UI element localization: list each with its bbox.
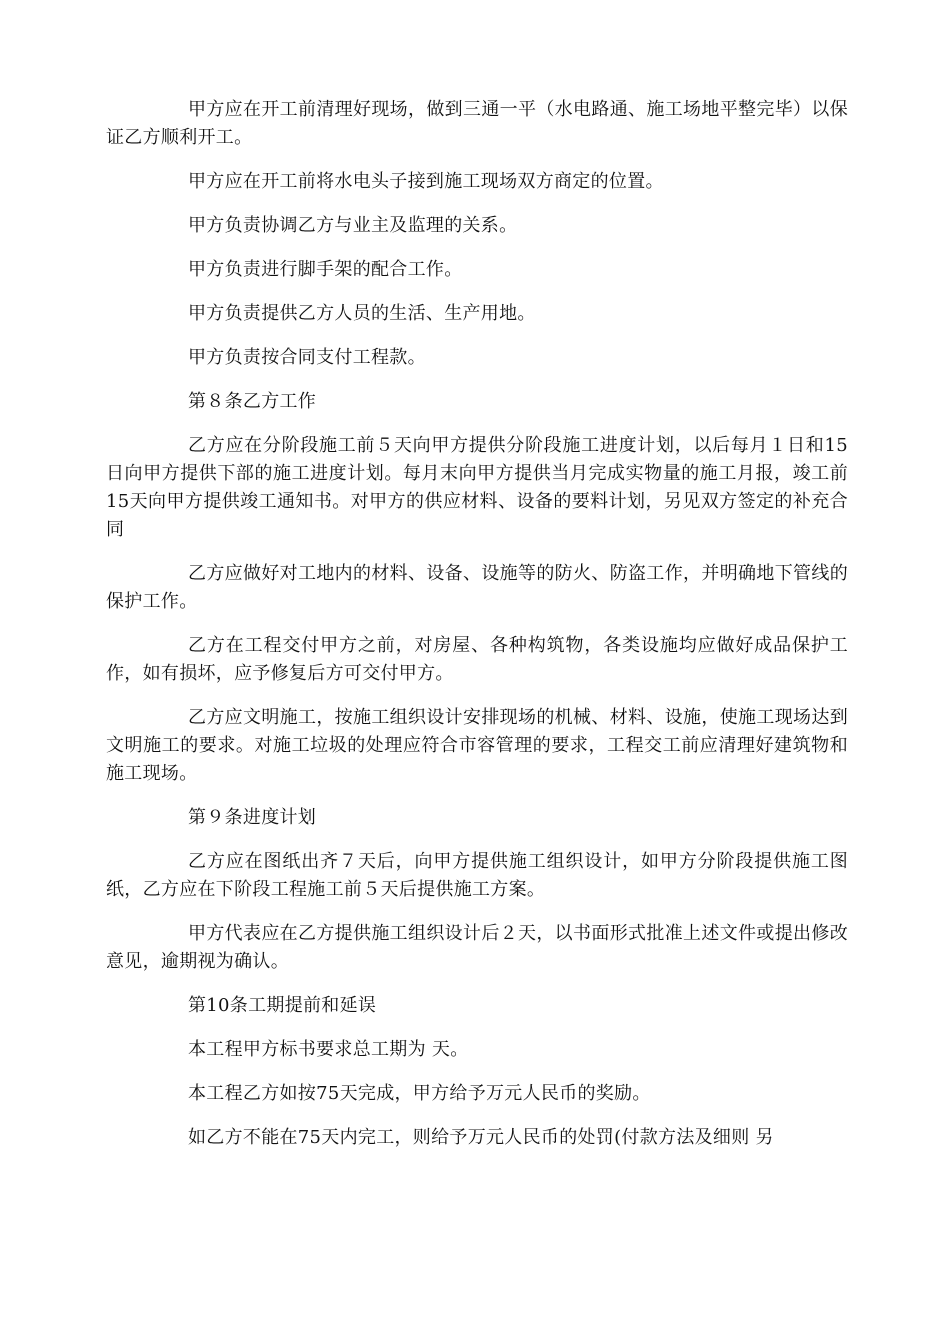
- paragraph: 本工程乙方如按75天完成，甲方给予万元人民币的奖励。: [188, 1083, 651, 1104]
- paragraph: 乙方应文明施工，按施工组织设计安排现场的机械、材料、设施，使施工现场达到文明施工的要求。对施工垃圾的处理应符合市容管理的要求，工程交工前应清理好建筑物和施工现场。: [106, 707, 848, 784]
- paragraph: 甲方代表应在乙方提供施工组织设计后２天，以书面形式批准上述文件或提出修改意见，逾期视为确认。: [106, 923, 848, 972]
- section-heading: 第９条进度计划: [188, 807, 317, 828]
- paragraph: 乙方在工程交付甲方之前，对房屋、各种构筑物，各类设施均应做好成品保护工作，如有损坏，应予修复后方可交付甲方。: [106, 635, 848, 684]
- paragraph: 乙方应在图纸出齐７天后，向甲方提供施工组织设计，如甲方分阶段提供施工图纸，乙方应在下阶段工程施工前５天后提供施工方案。: [106, 851, 848, 900]
- paragraph: 甲方负责进行脚手架的配合工作。: [188, 259, 463, 280]
- paragraph: 乙方应在分阶段施工前５天向甲方提供分阶段施工进度计划，以后每月１日和15日向甲方提供下部的施工进度计划。每月末向甲方提供当月完成实物量的施工月报，竣工前15天向甲方提供竣工通知书。对甲方的供应材料、设备的要料计划，另见双方签定的补充合同: [106, 435, 848, 540]
- section-heading: 第８条乙方工作: [188, 391, 317, 412]
- paragraph: 甲方应在开工前将水电头子接到施工现场双方商定的位置。: [188, 171, 664, 192]
- section-heading: 第10条工期提前和延误: [188, 995, 377, 1016]
- paragraph: 甲方负责按合同支付工程款。: [188, 347, 426, 368]
- paragraph: 乙方应做好对工地内的材料、设备、设施等的防火、防盗工作，并明确地下管线的保护工作。: [106, 563, 848, 612]
- paragraph: 甲方负责协调乙方与业主及监理的关系。: [188, 215, 518, 236]
- paragraph: 如乙方不能在75天内完工，则给予万元人民币的处罚(付款方法及细则 另: [188, 1127, 774, 1148]
- paragraph: 本工程甲方标书要求总工期为 天。: [188, 1039, 469, 1060]
- paragraph: 甲方应在开工前清理好现场，做到三通一平（水电路通、施工场地平整完毕）以保证乙方顺利开工。: [106, 99, 848, 148]
- document-body: [106, 96, 848, 1168]
- paragraph: 甲方负责提供乙方人员的生活、生产用地。: [188, 303, 536, 324]
